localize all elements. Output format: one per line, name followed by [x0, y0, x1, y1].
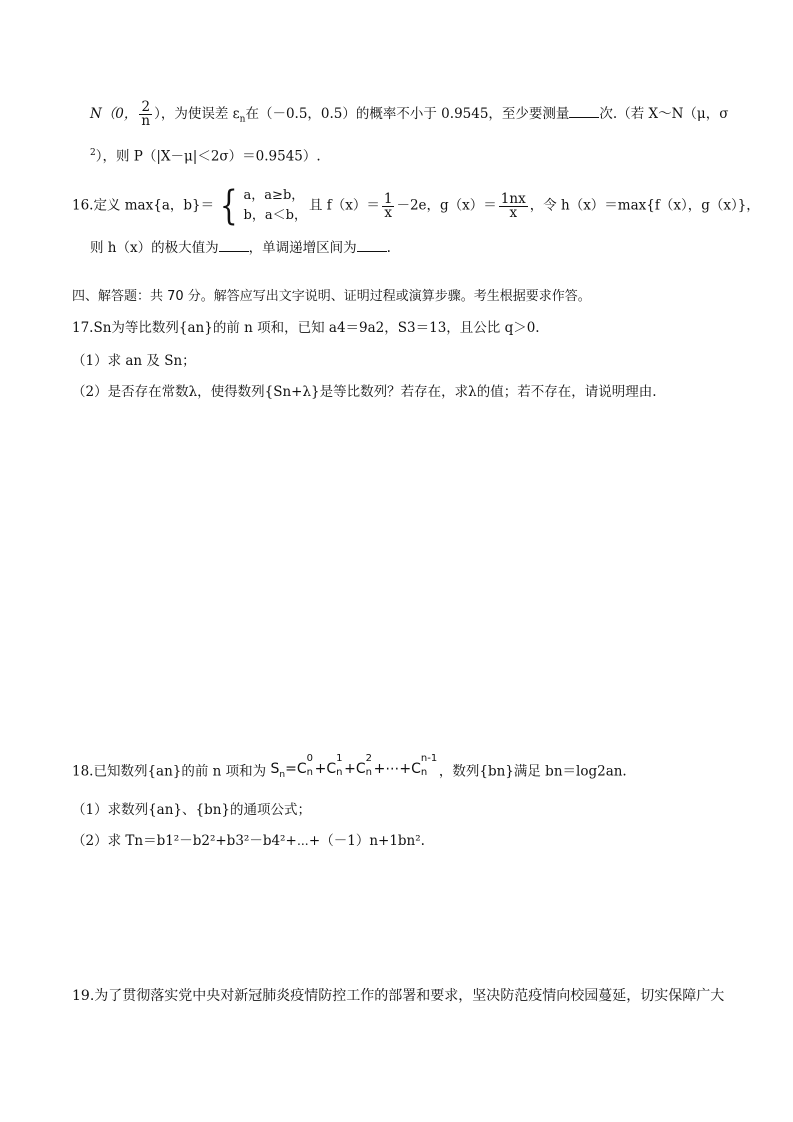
q17-part-1: （1）求 an 及 Sn； — [72, 353, 196, 369]
q15-text-c: 在（－0.5，0.5）的概率不小于 0.9545，至少要测量 — [245, 106, 570, 122]
q18-c2-sub: n — [365, 767, 372, 778]
q16-case-1: a，a≥b， — [243, 188, 305, 203]
q18-tail: ，数列{bn}满足 bn＝log2an. — [438, 763, 627, 780]
q16-text-c: . — [386, 240, 391, 256]
q15-text-e: ），则 P（|X－μ|＜2σ）＝0.9545）. — [95, 148, 321, 165]
q18-stem — [72, 753, 627, 785]
q18-plus-1: + — [314, 761, 327, 777]
q18-c-term-2 — [355, 753, 372, 779]
q18-formula-eq: = — [285, 761, 297, 777]
q16-f-num: 1 — [383, 190, 393, 207]
q16-answer-blank-1[interactable] — [219, 237, 249, 252]
q16-mid: 且 f（x）＝ — [308, 197, 380, 214]
q18-formula-s-sub: n — [279, 769, 286, 780]
q18-c-letter: C — [296, 761, 307, 777]
q15-answer-blank[interactable] — [569, 103, 599, 118]
q18-c-letter: C — [326, 761, 337, 777]
q15-frac-num: 2 — [139, 101, 152, 115]
q18-c-term-0 — [296, 753, 313, 779]
q16-mid2: －2e，g（x）＝ — [396, 197, 497, 214]
q18-c3-sup: n-1 — [420, 753, 438, 764]
q18-c3-sub: n — [420, 767, 428, 778]
q16-lead: 16.定义 max{a，b}＝ — [72, 197, 215, 214]
q18-c1-sup: 1 — [336, 753, 343, 764]
q18-formula-s: S — [270, 761, 280, 777]
q16-g-den: x — [509, 204, 518, 221]
q18-part-1: （1）求数列{an}、{bn}的通项公式； — [72, 802, 312, 818]
q18-part-2: （2）求 Tn＝b1²－b2²+b3²－b4²+⋯+（－1）n+1bn². — [72, 833, 425, 849]
q18-c0-sub: n — [306, 767, 313, 778]
q18-c-term-1 — [326, 753, 343, 779]
q16-line-2 — [90, 237, 391, 258]
q18-c0-sup: 0 — [306, 753, 313, 764]
q16-piecewise — [216, 183, 307, 229]
q16-case-2: b，a＜b， — [243, 208, 307, 223]
q16-answer-blank-2[interactable] — [357, 237, 387, 252]
q18-dots: +⋯+ — [373, 761, 412, 777]
q18-plus-2: + — [344, 761, 356, 777]
q15-text-a: N（0， — [90, 106, 138, 122]
q15-sub-n: n — [239, 114, 246, 125]
q17-part-2: （2）是否存在常数λ，使得数列{Sn+λ}是等比数列？若存在，求λ的值；若不存在，请说明理由. — [72, 384, 657, 400]
q18-sum-formula — [270, 753, 438, 785]
q16-f-den: x — [384, 204, 392, 221]
q16-f-fraction — [382, 190, 395, 221]
q15-sup-2: 2 — [90, 148, 96, 158]
q16-g-num: 1nx — [500, 190, 526, 207]
q19-stem: 19.为了贯彻落实党中央对新冠肺炎疫情防控工作的部署和要求，坚决防范疫情向校园蔓延，切实保障广大 — [72, 988, 725, 1004]
q18-lead: 18.已知数列{an}的前 n 项和为 — [72, 763, 267, 780]
q15-frac-den: n — [141, 113, 151, 129]
q15-fraction — [139, 101, 152, 128]
q15-line-1 — [90, 101, 728, 130]
q16-text-b: ，单调递增区间为 — [248, 240, 357, 256]
q15-text-d: 次.（若 X～N（μ，σ — [599, 106, 729, 122]
q18-c-term-3 — [411, 753, 438, 779]
q17-stem: 17.Sn为等比数列{an}的前 n 项和，已知 a4＝9a2，S3＝13，且公比 q＞0. — [72, 320, 540, 336]
q16-line-1 — [72, 183, 760, 229]
section-4-heading: 四、解答题：共 70 分。解答应写出文字说明、证明过程或演算步骤。考生根据要求作答。 — [72, 289, 591, 304]
q18-c2-sup: 2 — [365, 753, 372, 764]
q16-tail: ，令 h（x）＝max{f（x），g（x）}， — [529, 197, 760, 214]
q15-line-2 — [90, 143, 321, 167]
q18-c1-sub: n — [336, 767, 343, 778]
q18-c-letter: C — [411, 761, 421, 777]
q16-g-fraction — [499, 190, 528, 221]
q16-text-a: 则 h（x）的极大值为 — [90, 240, 219, 256]
q16-brace-icon: { — [219, 183, 238, 229]
q15-text-b: ），为使误差 ε — [154, 106, 240, 122]
q18-c-letter: C — [355, 761, 366, 777]
